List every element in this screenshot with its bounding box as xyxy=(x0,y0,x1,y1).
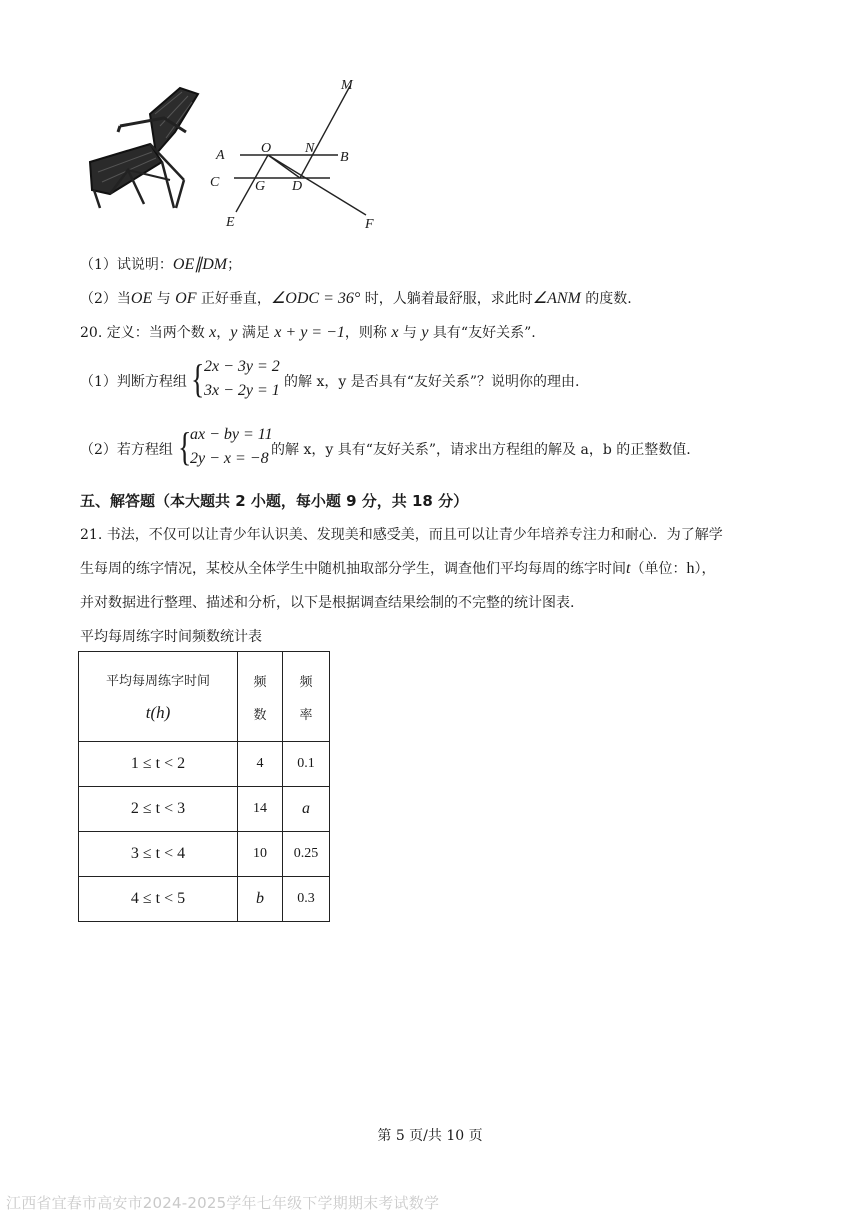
system-brace: { xyxy=(178,424,192,469)
section-heading: 五、解答题（本大题共 2 小题，每小题 9 分，共 18 分） xyxy=(80,492,469,510)
label-e: E xyxy=(226,215,235,230)
line-of xyxy=(268,155,366,215)
q20-intro-d: 与 xyxy=(398,325,422,341)
rate-cell: a xyxy=(283,787,330,832)
header-time-cell xyxy=(79,652,238,742)
q20-part1-suffix: 的解 x，y 是否具有“友好关系”？说明你的理由. xyxy=(284,374,580,390)
q20-intro-sep: ， xyxy=(216,325,231,341)
table-row xyxy=(79,742,330,787)
rate-cell: 0.1 xyxy=(283,742,330,787)
q20-part1-prefix: （1）判断方程组 xyxy=(80,374,187,390)
q20-intro-eq: x + y = −1 xyxy=(274,324,345,341)
q20-intro-c: ，则称 xyxy=(344,325,392,341)
table-row xyxy=(79,877,330,922)
count-cell: 10 xyxy=(238,832,283,877)
label-c: C xyxy=(210,175,220,190)
header-frequency-char-1: 频 xyxy=(253,674,267,690)
q20-intro-y2: y xyxy=(421,324,429,341)
table-header-row xyxy=(79,652,330,742)
q20-intro-x: x xyxy=(209,324,217,341)
count-cell: b xyxy=(238,877,283,922)
q19-part2-text-a: （2）当 xyxy=(80,291,131,307)
count-cell: 4 xyxy=(238,742,283,787)
header-frequency-char-2: 数 xyxy=(253,707,267,723)
q21-line2 xyxy=(80,558,715,578)
q20-part2-prefix: （2）若方程组 xyxy=(80,442,173,458)
q20-intro xyxy=(80,322,536,342)
label-m: M xyxy=(341,78,353,93)
page-footer: 第 5 页/共 10 页 xyxy=(377,1128,483,1144)
geometry-figure xyxy=(210,72,390,234)
q19-part2-text-d: 时，人躺着最舒服，求此时 xyxy=(360,291,533,307)
frequency-table xyxy=(78,651,330,922)
label-a: A xyxy=(216,148,225,163)
q19-part2-anm: ∠ANM xyxy=(532,290,581,307)
label-d: D xyxy=(292,179,303,194)
range-cell: 1 ≤ t < 2 xyxy=(79,742,238,787)
table-title: 平均每周练字时间频数统计表 xyxy=(80,629,262,645)
q21-line2-c: ）， xyxy=(694,561,716,577)
q19-part2 xyxy=(80,288,632,308)
label-b: B xyxy=(340,150,349,165)
system-brace: { xyxy=(191,356,205,401)
q19-part1-prefix: （1）试说明： xyxy=(80,257,173,273)
count-cell: 14 xyxy=(238,787,283,832)
range-cell: 4 ≤ t < 5 xyxy=(79,877,238,922)
q19-part1-math: OE∥DM xyxy=(172,256,228,273)
q21-line3: 并对数据进行整理、描述和分析，以下是根据调查结果绘制的不完整的统计图表. xyxy=(80,595,575,611)
rate-cell: 0.25 xyxy=(283,832,330,877)
header-frequency-cell xyxy=(238,652,283,742)
header-rate-char-2: 率 xyxy=(299,707,313,723)
q21-line2-b: （单位： xyxy=(630,561,687,577)
label-n: N xyxy=(305,141,315,156)
table-row xyxy=(79,787,330,832)
q21-line1: 21. 书法，不仅可以让青少年认识美、发现美和感受美，而且可以让青少年培养专注力和耐心．为了解学 xyxy=(80,527,723,543)
q20-intro-b: 满足 xyxy=(237,325,275,341)
table-row xyxy=(79,832,330,877)
q19-part2-of: OF xyxy=(175,290,197,307)
header-time: 平均每周练字时间 xyxy=(105,674,210,689)
q19-part1-suffix: ； xyxy=(227,257,242,273)
q21-line2-t: t xyxy=(626,560,631,577)
q19-part2-text-b: 与 xyxy=(152,291,176,307)
q20-part1-eq1: 2x − 3y = 2 xyxy=(204,358,280,375)
q20-part1-eq2: 3x − 2y = 1 xyxy=(204,382,280,399)
line-od xyxy=(268,155,300,178)
lounge-chair-illustration xyxy=(80,84,210,214)
q20-part2-eq1: ax − by = 11 xyxy=(190,426,273,443)
range-cell: 2 ≤ t < 3 xyxy=(79,787,238,832)
q19-part2-angle: ∠ODC = 36° xyxy=(270,290,361,307)
q20-part2-eq2: 2y − x = −8 xyxy=(190,450,269,467)
q20-intro-a: 20. 定义：当两个数 xyxy=(80,325,210,341)
q19-part2-text-c: 正好垂直， xyxy=(196,291,271,307)
watermark: 江西省宜春市高安市2024-2025学年七年级下学期期末考试数学 xyxy=(6,1194,440,1212)
q19-part1 xyxy=(80,254,241,274)
header-rate-cell xyxy=(283,652,330,742)
q20-part2-suffix: 的解 x，y 具有“友好关系”，请求出方程组的解及 a，b 的正整数值. xyxy=(271,442,691,458)
q21-line2-a: 生每周的练字情况，某校从全体学生中随机抽取部分学生，调查他们平均每周的练字时间 xyxy=(80,561,626,577)
label-f: F xyxy=(365,217,374,232)
q20-intro-e: 具有“友好关系”. xyxy=(428,325,536,341)
rate-cell: 0.3 xyxy=(283,877,330,922)
header-rate-char-1: 频 xyxy=(299,674,313,690)
q19-part2-text-e: 的度数. xyxy=(580,291,632,307)
q19-part2-oe: OE xyxy=(130,290,153,307)
q20-intro-x2: x xyxy=(391,324,399,341)
q20-intro-y: y xyxy=(230,324,238,341)
range-cell: 3 ≤ t < 4 xyxy=(79,832,238,877)
header-time-unit: t(h) xyxy=(145,703,171,722)
label-g: G xyxy=(255,179,266,194)
q21-line2-h: h xyxy=(686,560,695,577)
label-o: O xyxy=(261,141,272,156)
